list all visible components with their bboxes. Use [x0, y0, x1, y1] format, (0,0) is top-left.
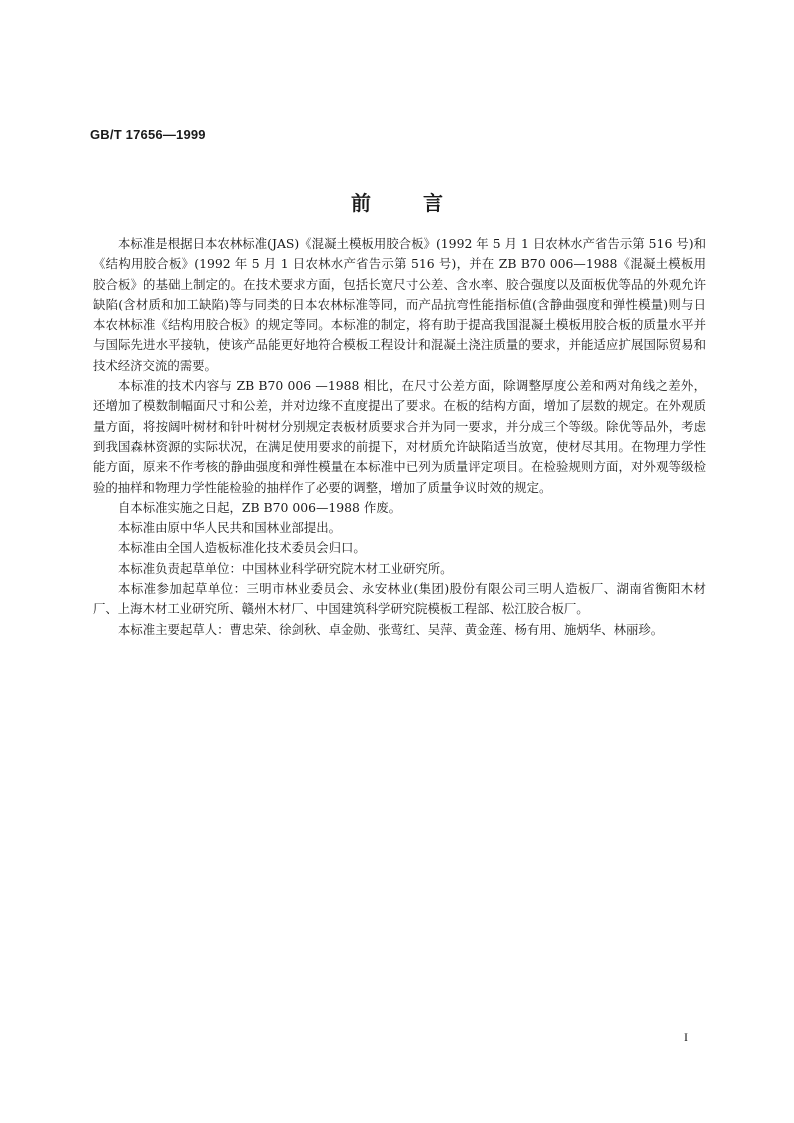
standard-number: GB/T 17656—1999	[90, 127, 206, 142]
paragraph-participating-units: 本标准参加起草单位：三明市林业委员会、永安林业(集团)股份有限公司三明人造板厂、湖南省衡阳木材厂、上海木材工业研究所、赣州木材厂、中国建筑科学研究院模板工程部、松江胶合板厂。	[93, 581, 706, 617]
paragraph-supersedes: 自本标准实施之日起，ZB B70 006—1988 作废。	[118, 499, 402, 515]
page-title: 前言	[351, 191, 495, 215]
paragraph-administered-by: 本标准由全国人造板标准化技术委员会归口。	[118, 540, 366, 556]
paragraph-main-drafters: 本标准主要起草人：曹忠荣、徐剑秋、卓金勋、张莺红、吴萍、黄金莲、杨有用、施炳华、林丽珍。	[118, 621, 664, 637]
paragraph-lead-drafter: 本标准负责起草单位：中国林业科学研究院木材工业研究所。	[118, 560, 453, 576]
paragraph-proposed-by: 本标准由原中华人民共和国林业部提出。	[118, 520, 342, 536]
page-number: I	[684, 1030, 688, 1044]
paragraph-technical-changes: 本标准的技术内容与 ZB B70 006 —1988 相比，在尺寸公差方面，除调整厚度公差和两对角线之差外，还增加了模数制幅面尺寸和公差，并对边缘不直度提出了要求。在板的结构方面，增加了层数的规定。在外观质量方面，将按阔叶树材和针叶树材分别规定表板材质要求合并为同一要求，并分成三个等级。除优等品外，考虑到我国森林资源的实际状况，在满足使用要求的前提下，对材质允许缺陷适当放宽，使材尽其用。在物理力学性能方面，原来不作考核的静曲强度和弹性模量在本标准中已列为质量评定项目。在检验规则方面，对外观等级检验的抽样和物理力学性能检验的抽样作了必要的调整，增加了质量争议时效的规定。	[93, 378, 706, 495]
foreword-body	[93, 234, 706, 640]
paragraph-basis: 本标准是根据日本农林标准(JAS)《混凝土模板用胶合板》(1992 年 5 月 1 日农林水产省告示第 516 号)和《结构用胶合板》(1992 年 5 月 1 日农林水产省告示第 516 号)，并在 ZB B70 006—1988《混凝土模板用胶合板》的基础上制定的。在技术要求方面，包括长宽尺寸公差、含水率、胶合强度以及面板优等品的外观允许缺陷(含材质和加工缺陷)等与同类的日本农林标准等同，而产品抗弯性能指标值(含静曲强度和弹性模量)则与日本农林标准《结构用胶合板》的规定等同。本标准的制定，将有助于提高我国混凝土模板用胶合板的质量水平并与国际先进水平接轨，使该产品能更好地符合模板工程设计和混凝土浇注质量的要求，并能适应扩展国际贸易和技术经济交流的需要。	[93, 236, 706, 373]
